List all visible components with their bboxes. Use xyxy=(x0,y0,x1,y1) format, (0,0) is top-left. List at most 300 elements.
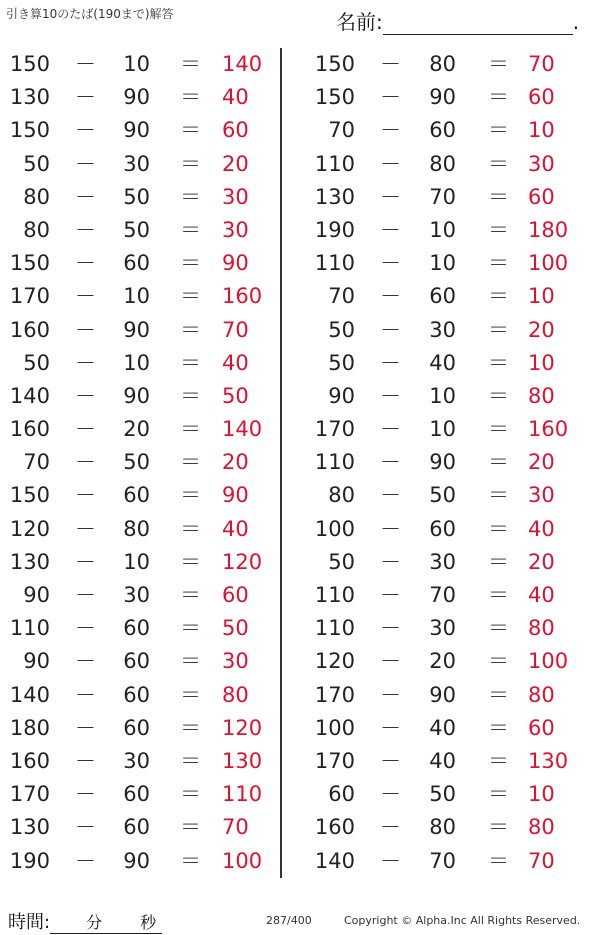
minus-sign: － xyxy=(380,815,401,840)
answer: 60 xyxy=(528,184,555,209)
minus-sign: － xyxy=(75,450,96,475)
subtrahend: 50 xyxy=(429,483,456,508)
problem-row xyxy=(0,712,280,745)
name-field xyxy=(336,6,579,35)
subtrahend: 30 xyxy=(123,748,150,773)
minus-sign: － xyxy=(380,748,401,773)
answer: 10 xyxy=(528,284,555,309)
minuend: 100 xyxy=(314,715,355,740)
answer: 80 xyxy=(528,616,555,641)
problem-row xyxy=(0,778,280,811)
subtrahend: 80 xyxy=(429,151,456,176)
answer: 50 xyxy=(222,383,249,408)
minuend: 70 xyxy=(328,284,355,309)
minuend: 170 xyxy=(314,682,355,707)
answer: 40 xyxy=(222,350,249,375)
answer: 40 xyxy=(222,516,249,541)
subtrahend: 90 xyxy=(123,118,150,143)
time-blank-line xyxy=(50,915,162,934)
equals-sign: ＝ xyxy=(488,815,509,840)
time-label: 時間: xyxy=(8,912,51,933)
minus-sign: － xyxy=(75,848,96,873)
minus-sign: － xyxy=(380,417,401,442)
answer: 20 xyxy=(528,317,555,342)
problem-row xyxy=(300,745,580,778)
problem-row xyxy=(0,247,280,280)
equals-sign: ＝ xyxy=(180,583,201,607)
subtrahend: 30 xyxy=(123,583,150,607)
subtrahend: 90 xyxy=(429,682,456,707)
answer: 110 xyxy=(222,782,263,807)
equals-sign: ＝ xyxy=(488,217,509,242)
subtrahend: 60 xyxy=(123,649,150,674)
answer: 70 xyxy=(528,848,555,873)
minuend: 100 xyxy=(314,516,355,541)
problem-row xyxy=(0,446,280,479)
subtrahend: 40 xyxy=(429,748,456,773)
subtrahend: 10 xyxy=(429,251,456,276)
equals-sign: ＝ xyxy=(488,583,509,607)
answer: 90 xyxy=(222,251,249,276)
equals-sign: ＝ xyxy=(488,782,509,807)
problem-row xyxy=(300,479,580,512)
problem-row xyxy=(300,347,580,380)
answer: 20 xyxy=(528,450,555,475)
problem-row xyxy=(300,845,580,878)
answer: 160 xyxy=(528,417,569,442)
answer: 30 xyxy=(222,649,249,674)
minus-sign: － xyxy=(75,118,96,143)
equals-sign: ＝ xyxy=(488,52,509,76)
subtrahend: 60 xyxy=(123,483,150,508)
equals-sign: ＝ xyxy=(180,516,201,541)
problem-row xyxy=(0,181,280,214)
answer: 70 xyxy=(222,317,249,342)
name-end-mark: . xyxy=(572,10,580,34)
minuend: 130 xyxy=(9,85,50,110)
problem-row xyxy=(0,612,280,645)
equals-sign: ＝ xyxy=(180,251,201,276)
equals-sign: ＝ xyxy=(180,317,201,342)
equals-sign: ＝ xyxy=(180,450,201,475)
equals-sign: ＝ xyxy=(488,682,509,707)
minuend: 160 xyxy=(314,815,355,840)
minus-sign: － xyxy=(75,682,96,707)
minus-sign: － xyxy=(75,383,96,408)
equals-sign: ＝ xyxy=(488,317,509,342)
problem-row xyxy=(0,148,280,181)
equals-sign: ＝ xyxy=(488,350,509,375)
subtrahend: 60 xyxy=(123,815,150,840)
minuend: 90 xyxy=(23,649,50,674)
equals-sign: ＝ xyxy=(488,483,509,508)
subtrahend: 70 xyxy=(429,583,456,607)
subtrahend: 30 xyxy=(429,549,456,574)
subtrahend: 70 xyxy=(429,848,456,873)
minuend: 60 xyxy=(328,782,355,807)
equals-sign: ＝ xyxy=(180,549,201,574)
subtrahend: 60 xyxy=(429,118,456,143)
minuend: 50 xyxy=(328,317,355,342)
problem-row xyxy=(300,181,580,214)
minus-sign: － xyxy=(380,118,401,143)
minus-sign: － xyxy=(380,151,401,176)
equals-sign: ＝ xyxy=(488,118,509,143)
answer: 10 xyxy=(528,118,555,143)
problem-row xyxy=(0,413,280,446)
subtrahend: 50 xyxy=(123,450,150,475)
minuend: 150 xyxy=(314,85,355,110)
equals-sign: ＝ xyxy=(180,417,201,442)
minus-sign: － xyxy=(75,715,96,740)
problem-row xyxy=(300,612,580,645)
equals-sign: ＝ xyxy=(180,616,201,641)
problem-row xyxy=(300,81,580,114)
seconds-unit: 秒 xyxy=(140,913,157,932)
minuend: 180 xyxy=(9,715,50,740)
minuend: 170 xyxy=(9,782,50,807)
problem-row xyxy=(300,546,580,579)
minus-sign: － xyxy=(380,251,401,276)
minuend: 150 xyxy=(9,251,50,276)
minus-sign: － xyxy=(380,715,401,740)
subtrahend: 70 xyxy=(429,184,456,209)
subtrahend: 50 xyxy=(123,217,150,242)
equals-sign: ＝ xyxy=(488,417,509,442)
minus-sign: － xyxy=(380,649,401,674)
minus-sign: － xyxy=(380,184,401,209)
minuend: 110 xyxy=(9,616,50,641)
answer: 100 xyxy=(528,251,569,276)
minus-sign: － xyxy=(380,782,401,807)
problem-row xyxy=(0,380,280,413)
minuend: 150 xyxy=(9,483,50,508)
answer: 80 xyxy=(528,815,555,840)
minus-sign: － xyxy=(380,848,401,873)
subtrahend: 50 xyxy=(429,782,456,807)
problem-row xyxy=(300,513,580,546)
answer: 130 xyxy=(528,748,569,773)
subtrahend: 20 xyxy=(123,417,150,442)
answer: 120 xyxy=(222,549,263,574)
subtrahend: 80 xyxy=(123,516,150,541)
answer: 30 xyxy=(528,151,555,176)
answer: 100 xyxy=(222,848,263,873)
equals-sign: ＝ xyxy=(180,483,201,508)
problem-row xyxy=(300,645,580,678)
subtrahend: 10 xyxy=(123,52,150,76)
equals-sign: ＝ xyxy=(180,184,201,209)
subtrahend: 60 xyxy=(123,715,150,740)
answer: 140 xyxy=(222,417,263,442)
equals-sign: ＝ xyxy=(488,848,509,873)
minuend: 110 xyxy=(314,151,355,176)
minuend: 140 xyxy=(314,848,355,873)
equals-sign: ＝ xyxy=(180,85,201,110)
answer: 60 xyxy=(528,715,555,740)
page-number: 287/400 xyxy=(266,914,312,927)
subtrahend: 90 xyxy=(429,450,456,475)
problem-row xyxy=(0,679,280,712)
minuend: 90 xyxy=(23,583,50,607)
subtrahend: 90 xyxy=(429,85,456,110)
answer: 160 xyxy=(222,284,263,309)
problem-row xyxy=(300,413,580,446)
minuend: 110 xyxy=(314,251,355,276)
answer: 130 xyxy=(222,748,263,773)
minus-sign: － xyxy=(75,184,96,209)
problem-row xyxy=(0,347,280,380)
answer: 60 xyxy=(222,583,249,607)
minus-sign: － xyxy=(380,85,401,110)
subtrahend: 20 xyxy=(429,649,456,674)
problem-row xyxy=(300,811,580,844)
minus-sign: － xyxy=(380,317,401,342)
problem-row xyxy=(300,446,580,479)
minus-sign: － xyxy=(380,549,401,574)
minus-sign: － xyxy=(75,52,96,76)
minus-sign: － xyxy=(380,383,401,408)
minus-sign: － xyxy=(75,151,96,176)
problem-row xyxy=(0,214,280,247)
minuend: 160 xyxy=(9,317,50,342)
subtrahend: 60 xyxy=(123,616,150,641)
minus-sign: － xyxy=(75,616,96,641)
minuend: 130 xyxy=(9,549,50,574)
minus-sign: － xyxy=(75,317,96,342)
minus-sign: － xyxy=(75,748,96,773)
minuend: 130 xyxy=(9,815,50,840)
problem-row xyxy=(0,579,280,612)
subtrahend: 90 xyxy=(123,317,150,342)
right-problem-column xyxy=(300,48,580,878)
subtrahend: 10 xyxy=(123,284,150,309)
subtrahend: 90 xyxy=(123,383,150,408)
equals-sign: ＝ xyxy=(180,782,201,807)
problem-row xyxy=(0,48,280,81)
answer: 80 xyxy=(222,682,249,707)
problem-row xyxy=(0,546,280,579)
equals-sign: ＝ xyxy=(180,118,201,143)
subtrahend: 80 xyxy=(429,815,456,840)
minus-sign: － xyxy=(75,284,96,309)
answer: 80 xyxy=(528,682,555,707)
equals-sign: ＝ xyxy=(180,649,201,674)
minus-sign: － xyxy=(380,616,401,641)
subtrahend: 40 xyxy=(429,350,456,375)
problem-row xyxy=(0,479,280,512)
subtrahend: 30 xyxy=(429,317,456,342)
problem-row xyxy=(0,81,280,114)
minuend: 140 xyxy=(9,682,50,707)
minuend: 150 xyxy=(9,118,50,143)
equals-sign: ＝ xyxy=(180,748,201,773)
minuend: 50 xyxy=(328,549,355,574)
minutes-unit: 分 xyxy=(86,913,103,932)
equals-sign: ＝ xyxy=(180,815,201,840)
subtrahend: 10 xyxy=(123,549,150,574)
answer: 60 xyxy=(222,118,249,143)
name-label: 名前: xyxy=(336,10,383,34)
minus-sign: － xyxy=(75,217,96,242)
answer: 100 xyxy=(528,649,569,674)
equals-sign: ＝ xyxy=(180,350,201,375)
minus-sign: － xyxy=(380,217,401,242)
problem-row xyxy=(0,114,280,147)
minus-sign: － xyxy=(75,815,96,840)
equals-sign: ＝ xyxy=(488,151,509,176)
answer: 90 xyxy=(222,483,249,508)
minuend: 70 xyxy=(328,118,355,143)
subtrahend: 30 xyxy=(123,151,150,176)
minus-sign: － xyxy=(75,251,96,276)
equals-sign: ＝ xyxy=(180,848,201,873)
minuend: 50 xyxy=(23,151,50,176)
problem-row xyxy=(0,645,280,678)
problem-row xyxy=(0,811,280,844)
worksheet-title: 引き算10のたば(190まで)解答 xyxy=(6,7,174,21)
minus-sign: － xyxy=(380,516,401,541)
minuend: 150 xyxy=(9,52,50,76)
equals-sign: ＝ xyxy=(180,682,201,707)
answer: 10 xyxy=(528,782,555,807)
answer: 120 xyxy=(222,715,263,740)
subtrahend: 80 xyxy=(429,52,456,76)
answer: 30 xyxy=(222,184,249,209)
copyright-notice: Copyright © Alpha.Inc All Rights Reserved. xyxy=(344,914,581,927)
minuend: 150 xyxy=(314,52,355,76)
minuend: 70 xyxy=(23,450,50,475)
minus-sign: － xyxy=(380,450,401,475)
equals-sign: ＝ xyxy=(180,715,201,740)
subtrahend: 10 xyxy=(429,417,456,442)
problem-row xyxy=(300,579,580,612)
equals-sign: ＝ xyxy=(488,616,509,641)
answer: 180 xyxy=(528,217,569,242)
minuend: 110 xyxy=(314,450,355,475)
answer: 140 xyxy=(222,52,263,76)
minuend: 50 xyxy=(328,350,355,375)
problem-row xyxy=(0,513,280,546)
equals-sign: ＝ xyxy=(488,383,509,408)
answer: 50 xyxy=(222,616,249,641)
minuend: 110 xyxy=(314,616,355,641)
subtrahend: 30 xyxy=(429,616,456,641)
subtrahend: 60 xyxy=(429,516,456,541)
subtrahend: 90 xyxy=(123,85,150,110)
minuend: 50 xyxy=(23,350,50,375)
minus-sign: － xyxy=(380,350,401,375)
problem-row xyxy=(300,114,580,147)
minuend: 170 xyxy=(314,417,355,442)
subtrahend: 90 xyxy=(123,848,150,873)
equals-sign: ＝ xyxy=(488,85,509,110)
subtrahend: 10 xyxy=(123,350,150,375)
problem-row xyxy=(300,48,580,81)
answer: 40 xyxy=(528,516,555,541)
problem-row xyxy=(300,778,580,811)
equals-sign: ＝ xyxy=(180,383,201,408)
equals-sign: ＝ xyxy=(180,284,201,309)
subtrahend: 60 xyxy=(123,682,150,707)
answer: 10 xyxy=(528,350,555,375)
minus-sign: － xyxy=(75,417,96,442)
equals-sign: ＝ xyxy=(488,516,509,541)
subtrahend: 40 xyxy=(429,715,456,740)
minus-sign: － xyxy=(380,682,401,707)
minuend: 160 xyxy=(9,417,50,442)
answer: 30 xyxy=(528,483,555,508)
problem-row xyxy=(0,745,280,778)
minus-sign: － xyxy=(75,583,96,607)
problem-row xyxy=(300,712,580,745)
equals-sign: ＝ xyxy=(180,217,201,242)
equals-sign: ＝ xyxy=(488,251,509,276)
minus-sign: － xyxy=(380,583,401,607)
equals-sign: ＝ xyxy=(180,151,201,176)
answer: 70 xyxy=(222,815,249,840)
minuend: 120 xyxy=(9,516,50,541)
time-field xyxy=(8,908,162,934)
equals-sign: ＝ xyxy=(180,52,201,76)
answer: 40 xyxy=(222,85,249,110)
minuend: 190 xyxy=(9,848,50,873)
minus-sign: － xyxy=(75,85,96,110)
minuend: 80 xyxy=(23,217,50,242)
minus-sign: － xyxy=(75,483,96,508)
problem-row xyxy=(0,314,280,347)
problem-row xyxy=(0,280,280,313)
equals-sign: ＝ xyxy=(488,184,509,209)
minus-sign: － xyxy=(75,549,96,574)
minuend: 170 xyxy=(314,748,355,773)
minus-sign: － xyxy=(380,483,401,508)
subtrahend: 10 xyxy=(429,383,456,408)
answer: 20 xyxy=(528,549,555,574)
minus-sign: － xyxy=(75,350,96,375)
minuend: 140 xyxy=(9,383,50,408)
minus-sign: － xyxy=(75,516,96,541)
answer: 40 xyxy=(528,583,555,607)
minuend: 160 xyxy=(9,748,50,773)
subtrahend: 60 xyxy=(123,251,150,276)
minuend: 90 xyxy=(328,383,355,408)
minus-sign: － xyxy=(380,284,401,309)
minuend: 110 xyxy=(314,583,355,607)
subtrahend: 60 xyxy=(123,782,150,807)
answer: 20 xyxy=(222,450,249,475)
equals-sign: ＝ xyxy=(488,549,509,574)
minuend: 190 xyxy=(314,217,355,242)
name-blank-line xyxy=(383,16,573,35)
column-divider xyxy=(280,48,282,878)
problem-row xyxy=(300,679,580,712)
minuend: 120 xyxy=(314,649,355,674)
answer: 80 xyxy=(528,383,555,408)
problem-row xyxy=(300,214,580,247)
minuend: 80 xyxy=(328,483,355,508)
problem-row xyxy=(0,845,280,878)
problem-row xyxy=(300,148,580,181)
problem-row xyxy=(300,380,580,413)
subtrahend: 60 xyxy=(429,284,456,309)
answer: 70 xyxy=(528,52,555,76)
equals-sign: ＝ xyxy=(488,450,509,475)
minus-sign: － xyxy=(380,52,401,76)
minus-sign: － xyxy=(75,782,96,807)
minuend: 170 xyxy=(9,284,50,309)
minuend: 130 xyxy=(314,184,355,209)
